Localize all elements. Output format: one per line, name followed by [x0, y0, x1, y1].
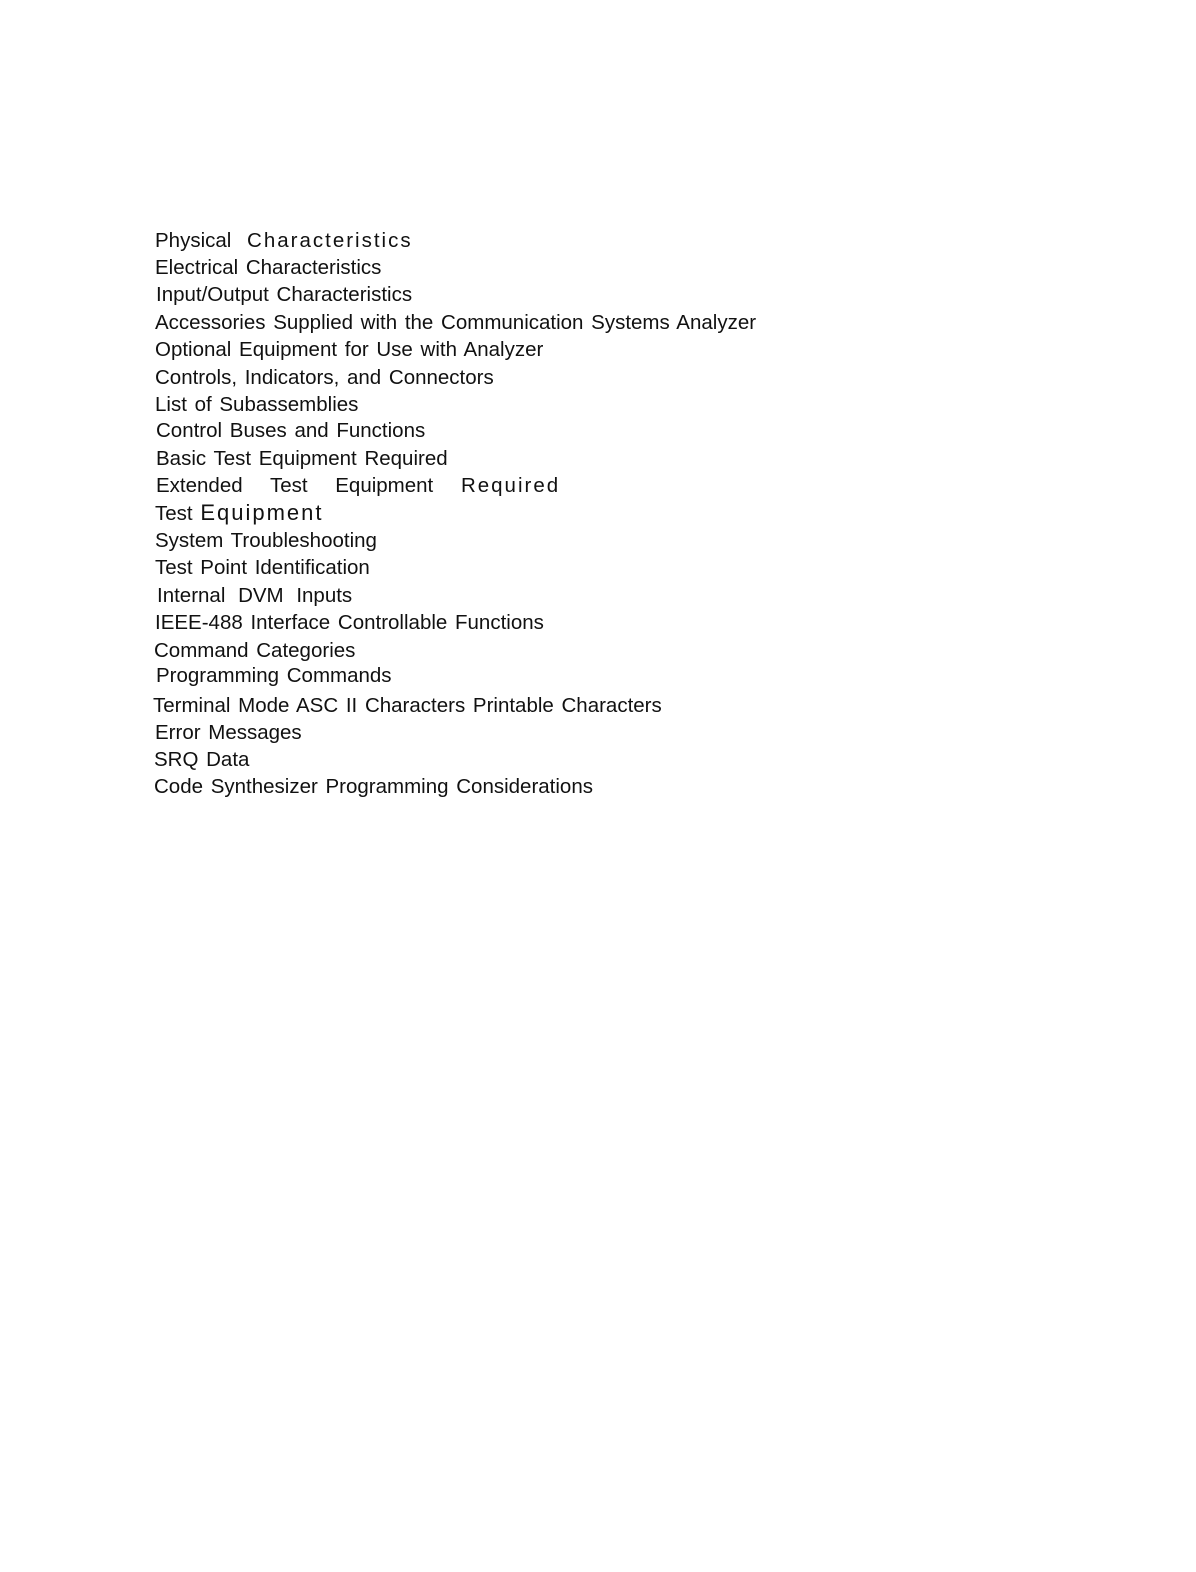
toc-item-list-of-subassemblies: [155, 393, 358, 417]
toc-item-test-equipment: [155, 501, 324, 526]
toc-item-basic-test-equipment: [156, 447, 448, 471]
toc-item-label: Physical: [155, 229, 232, 252]
toc-item-code-synthesizer: [154, 775, 593, 799]
toc-item-label: Test: [155, 502, 193, 525]
toc-item-control-buses-functions: [156, 419, 425, 443]
toc-item-label: Code Synthesizer Programming Considerations: [154, 775, 593, 798]
toc-item-label: Basic Test Equipment Required: [156, 447, 448, 470]
toc-item-input-output-characteristics: [156, 283, 412, 307]
toc-item-label: Optional Equipment for Use with Analyzer: [155, 338, 544, 361]
toc-item-physical-characteristics: [155, 229, 413, 253]
toc-item-command-categories: [154, 639, 355, 663]
toc-item-label: Internal DVM Inputs: [157, 584, 353, 607]
toc-item-label: Terminal Mode ASC II Characters Printable Characters: [153, 694, 662, 717]
toc-item-label: Equipment: [200, 500, 324, 525]
toc-item-label: SRQ Data: [154, 748, 250, 771]
toc-item-label: Required: [460, 474, 561, 497]
toc-item-optional-equipment: [155, 338, 543, 362]
toc-item-programming-commands: [156, 664, 392, 688]
toc-item-label: IEEE-488 Interface Controllable Functions: [155, 611, 544, 634]
toc-item-label: Characteristics: [247, 229, 413, 252]
toc-item-error-messages: [155, 721, 302, 745]
toc-item-label: Controls, Indicators, and Connectors: [155, 366, 494, 389]
toc-item-srq-data: [154, 748, 249, 772]
toc-item-label: Error Messages: [155, 721, 302, 744]
toc-item-label: Accessories Supplied with the Communication Systems Analyzer: [155, 311, 757, 334]
toc-item-ieee-488-functions: [155, 611, 544, 635]
toc-item-label: System Troubleshooting: [155, 529, 377, 552]
toc-item-label: Extended Test Equipment: [156, 474, 434, 497]
toc-item-label: Electrical Characteristics: [155, 256, 382, 279]
toc-item-internal-dvm-inputs: [157, 584, 352, 608]
toc-item-terminal-mode-ascii: [153, 694, 662, 718]
toc-item-accessories-supplied: [155, 311, 756, 335]
toc-item-test-point-identification: [155, 556, 370, 580]
toc-item-electrical-characteristics: [155, 256, 381, 280]
toc-item-label: Command Categories: [154, 639, 356, 662]
toc-item-label: List of Subassemblies: [155, 393, 359, 416]
toc-item-extended-test-equipment: [156, 474, 560, 498]
toc-item-label: Programming Commands: [156, 664, 392, 687]
toc-item-system-troubleshooting: [155, 529, 377, 553]
toc-item-label: Test Point Identification: [155, 556, 370, 579]
toc-item-controls-indicators-connectors: [155, 366, 494, 390]
toc-item-label: Input/Output Characteristics: [156, 283, 413, 306]
toc-item-label: Control Buses and Functions: [156, 419, 426, 442]
